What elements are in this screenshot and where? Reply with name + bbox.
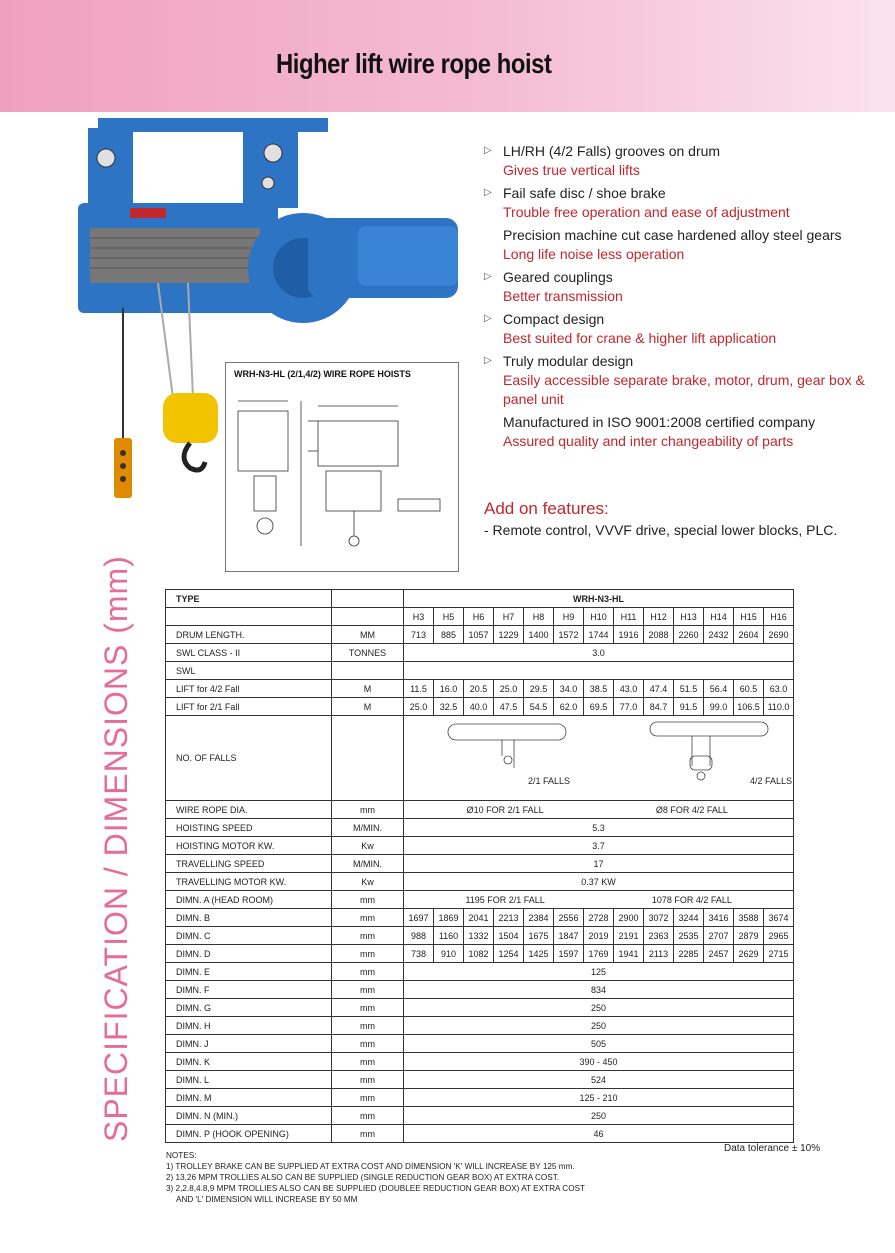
notes	[166, 1150, 585, 1205]
feature-list	[484, 142, 884, 455]
triangle-bullet-icon: ▷	[484, 187, 492, 198]
table-cell: 2457	[704, 945, 734, 963]
table-cell: H13	[674, 608, 704, 626]
table-cell: 106.5	[734, 698, 764, 716]
note-line: 2) 13,26 MPM TROLLIES ALSO CAN BE SUPPLIED (SINGLE REDUCTION GEAR BOX) AT EXTRA COST.	[166, 1173, 560, 1182]
table-cell: 2556	[554, 909, 584, 927]
table-row	[166, 608, 794, 626]
table-cell: HOISTING MOTOR KW.	[166, 837, 332, 855]
table-cell: DIMN. A (HEAD ROOM)	[166, 891, 332, 909]
triangle-bullet-icon: ▷	[484, 355, 492, 366]
table-cell: MM	[332, 626, 404, 644]
table-cell: 125	[404, 963, 794, 981]
table-cell: 250	[404, 1017, 794, 1035]
table-cell	[404, 891, 794, 909]
table-cell: 885	[434, 626, 464, 644]
table-cell: mm	[332, 927, 404, 945]
table-cell: 1425	[524, 945, 554, 963]
table-cell: 2432	[704, 626, 734, 644]
table-cell: 3588	[734, 909, 764, 927]
table-cell: 46	[404, 1125, 794, 1143]
table-cell: 125 - 210	[404, 1089, 794, 1107]
table-row	[166, 963, 794, 981]
table-row	[166, 981, 794, 999]
triangle-bullet-icon: ▷	[484, 145, 492, 156]
data-tolerance: Data tolerance ± 10%	[724, 1143, 821, 1154]
table-row	[166, 1053, 794, 1071]
table-row	[166, 945, 794, 963]
feature-title: Truly modular design	[503, 353, 634, 369]
table-cell: 1597	[554, 945, 584, 963]
table-cell: DIMN. L	[166, 1071, 332, 1089]
table-cell: DIMN. C	[166, 927, 332, 945]
feature-benefit: Trouble free operation and ease of adjustment	[503, 204, 790, 220]
table-cell: 11.5	[404, 680, 434, 698]
table-cell: 250	[404, 999, 794, 1017]
table-cell: 250	[404, 1107, 794, 1125]
table-cell: 2535	[674, 927, 704, 945]
falls-diagram-cell	[404, 716, 794, 801]
table-cell	[404, 801, 794, 819]
feature-benefit: Better transmission	[503, 288, 623, 304]
table-cell: mm	[332, 945, 404, 963]
table-row	[166, 837, 794, 855]
table-cell: DIMN. P (HOOK OPENING)	[166, 1125, 332, 1143]
addon-text: - Remote control, VVVF drive, special lower blocks, PLC.	[484, 522, 838, 538]
page-title: Higher lift wire rope hoist	[276, 48, 552, 79]
table-cell: 1229	[494, 626, 524, 644]
table-cell: 2879	[734, 927, 764, 945]
table-cell: H10	[584, 608, 614, 626]
table-cell: 2363	[644, 927, 674, 945]
feature-title: Fail safe disc / shoe brake	[503, 185, 666, 201]
table-cell: mm	[332, 1071, 404, 1089]
table-cell: HOISTING SPEED	[166, 819, 332, 837]
table-row	[166, 590, 794, 608]
table-cell: 1675	[524, 927, 554, 945]
note-line: 1) TROLLEY BRAKE CAN BE SUPPLIED AT EXTRA COST AND DIMENSION 'K' WILL INCREASE BY 125 mm.	[166, 1162, 575, 1171]
table-cell: 47.4	[644, 680, 674, 698]
table-cell: 1254	[494, 945, 524, 963]
table-cell: 34.0	[554, 680, 584, 698]
addon-title: Add on features:	[484, 499, 609, 518]
feature-item	[484, 226, 884, 264]
note-line: 3) 2,2.8,4.8,9 MPM TROLLIES ALSO CAN BE SUPPLIED (DOUBLEE REDUCTION GEAR BOX) AT EXTRA COST	[166, 1184, 586, 1193]
table-cell: 2384	[524, 909, 554, 927]
table-row	[166, 819, 794, 837]
table-cell: DIMN. E	[166, 963, 332, 981]
table-row	[166, 662, 794, 680]
feature-item	[484, 142, 884, 180]
falls-21-label: 2/1 FALLS	[528, 776, 571, 786]
dimn-a-42: 1078 FOR 4/2 FALL	[651, 894, 732, 905]
table-cell: 1332	[464, 927, 494, 945]
table-cell: mm	[332, 963, 404, 981]
feature-benefit: Assured quality and inter changeability of parts	[503, 433, 794, 449]
table-cell: 38.5	[584, 680, 614, 698]
table-cell: 99.0	[704, 698, 734, 716]
table-cell: H12	[644, 608, 674, 626]
table-cell: SWL	[166, 662, 332, 680]
table-cell: 2900	[614, 909, 644, 927]
spec-table	[165, 589, 794, 1143]
table-cell: TYPE	[166, 590, 332, 608]
feature-benefit: Gives true vertical lifts	[503, 162, 640, 178]
table-cell: 1697	[404, 909, 434, 927]
table-cell: 2041	[464, 909, 494, 927]
table-cell: WIRE ROPE DIA.	[166, 801, 332, 819]
table-cell	[332, 590, 404, 608]
table-cell: 1847	[554, 927, 584, 945]
table-cell: 910	[434, 945, 464, 963]
table-cell: 2715	[764, 945, 794, 963]
wire-42: Ø8 FOR 4/2 FALL	[655, 804, 728, 815]
table-cell: 1057	[464, 626, 494, 644]
table-cell: 713	[404, 626, 434, 644]
table-cell: 2191	[614, 927, 644, 945]
dimension-drawing	[225, 362, 459, 572]
table-cell: 29.5	[524, 680, 554, 698]
table-cell: H8	[524, 608, 554, 626]
table-row	[166, 1035, 794, 1053]
table-cell: 2629	[734, 945, 764, 963]
table-cell: LIFT for 2/1 Fall	[166, 698, 332, 716]
table-cell: 69.5	[584, 698, 614, 716]
feature-title: Manufactured in ISO 9001:2008 certified company	[503, 414, 816, 430]
table-row	[166, 626, 794, 644]
table-cell: 1941	[614, 945, 644, 963]
table-cell: 2690	[764, 626, 794, 644]
table-row	[166, 1071, 794, 1089]
table-cell: DIMN. G	[166, 999, 332, 1017]
table-cell: 17	[404, 855, 794, 873]
table-cell: Kw	[332, 837, 404, 855]
feature-benefit: Best suited for crane & higher lift application	[503, 330, 777, 346]
table-cell: M	[332, 680, 404, 698]
table-cell: 1082	[464, 945, 494, 963]
feature-benefit: Easily accessible separate brake, motor, drum, gear box & panel unit	[503, 372, 865, 407]
feature-item	[484, 352, 884, 409]
table-cell: mm	[332, 1035, 404, 1053]
table-cell: 2707	[704, 927, 734, 945]
triangle-bullet-icon: ▷	[484, 313, 492, 324]
falls-diagram	[404, 716, 794, 800]
table-row	[166, 999, 794, 1017]
table-cell: H3	[404, 608, 434, 626]
table-cell: H15	[734, 608, 764, 626]
table-cell: H6	[464, 608, 494, 626]
table-row	[166, 855, 794, 873]
table-row	[166, 716, 794, 801]
table-cell: 60.5	[734, 680, 764, 698]
table-row	[166, 891, 794, 909]
table-cell: 1769	[584, 945, 614, 963]
table-cell: mm	[332, 981, 404, 999]
table-cell: 51.5	[674, 680, 704, 698]
notes-heading: NOTES:	[166, 1151, 197, 1160]
table-cell: 2728	[584, 909, 614, 927]
table-cell: H11	[614, 608, 644, 626]
table-cell: Kw	[332, 873, 404, 891]
table-cell: 2285	[674, 945, 704, 963]
table-cell: 524	[404, 1071, 794, 1089]
feature-title: Precision machine cut case hardened alloy steel gears	[503, 227, 842, 243]
table-cell: 63.0	[764, 680, 794, 698]
table-row	[166, 927, 794, 945]
table-cell: 505	[404, 1035, 794, 1053]
table-cell: 40.0	[464, 698, 494, 716]
table-cell: 3416	[704, 909, 734, 927]
table-cell: TRAVELLING MOTOR KW.	[166, 873, 332, 891]
table-cell: 3072	[644, 909, 674, 927]
table-cell: 834	[404, 981, 794, 999]
table-row	[166, 801, 794, 819]
table-cell: mm	[332, 1053, 404, 1071]
table-cell: 2604	[734, 626, 764, 644]
table-cell: 77.0	[614, 698, 644, 716]
table-row	[166, 1089, 794, 1107]
note-line: AND 'L' DIMENSION WILL INCREASE BY 50 MM	[176, 1195, 358, 1204]
table-cell: DIMN. M	[166, 1089, 332, 1107]
table-cell: 2088	[644, 626, 674, 644]
triangle-bullet-icon: ▷	[484, 271, 492, 282]
table-cell: H5	[434, 608, 464, 626]
table-cell: 1504	[494, 927, 524, 945]
table-cell: 1869	[434, 909, 464, 927]
table-row	[166, 909, 794, 927]
table-cell: H9	[554, 608, 584, 626]
table-cell: 3.7	[404, 837, 794, 855]
table-cell: mm	[332, 891, 404, 909]
table-cell	[332, 608, 404, 626]
table-cell	[404, 662, 794, 680]
table-cell: 20.5	[464, 680, 494, 698]
table-cell: DIMN. H	[166, 1017, 332, 1035]
table-cell: mm	[332, 801, 404, 819]
table-cell	[166, 608, 332, 626]
table-cell: mm	[332, 1125, 404, 1143]
table-cell: 43.0	[614, 680, 644, 698]
table-cell: 738	[404, 945, 434, 963]
table-cell: LIFT for 4/2 Fall	[166, 680, 332, 698]
table-cell: 1400	[524, 626, 554, 644]
table-cell: 110.0	[764, 698, 794, 716]
table-cell: DIMN. N (MIN.)	[166, 1107, 332, 1125]
table-row	[166, 873, 794, 891]
table-cell: 32.5	[434, 698, 464, 716]
table-cell: 390 - 450	[404, 1053, 794, 1071]
drawing-title: WRH-N3-HL (2/1,4/2) WIRE ROPE HOISTS	[234, 369, 411, 379]
feature-title: LH/RH (4/2 Falls) grooves on drum	[503, 143, 721, 159]
feature-title: Geared couplings	[503, 269, 613, 285]
table-cell: SWL CLASS - II	[166, 644, 332, 662]
table-cell: 62.0	[554, 698, 584, 716]
table-cell: 1572	[554, 626, 584, 644]
table-row	[166, 698, 794, 716]
table-cell: 1916	[614, 626, 644, 644]
table-cell: 56.4	[704, 680, 734, 698]
table-cell: TONNES	[332, 644, 404, 662]
table-cell: DIMN. D	[166, 945, 332, 963]
table-row	[166, 1017, 794, 1035]
table-cell: DRUM LENGTH.	[166, 626, 332, 644]
feature-title: Compact design	[503, 311, 605, 327]
table-cell: 2260	[674, 626, 704, 644]
table-row	[166, 644, 794, 662]
table-cell: DIMN. B	[166, 909, 332, 927]
table-row	[166, 680, 794, 698]
table-cell: WRH-N3-HL	[404, 590, 794, 608]
table-cell: H7	[494, 608, 524, 626]
table-cell: mm	[332, 1107, 404, 1125]
table-cell: TRAVELLING SPEED	[166, 855, 332, 873]
table-cell: H14	[704, 608, 734, 626]
feature-item	[484, 413, 884, 451]
table-cell: 25.0	[404, 698, 434, 716]
table-cell: 1744	[584, 626, 614, 644]
table-cell: 3244	[674, 909, 704, 927]
table-cell: 84.7	[644, 698, 674, 716]
table-row	[166, 1107, 794, 1125]
table-cell: 0.37 KW	[404, 873, 794, 891]
table-cell	[332, 662, 404, 680]
table-cell: mm	[332, 909, 404, 927]
dimn-a-21: 1195 FOR 2/1 FALL	[465, 894, 545, 905]
table-cell: 2965	[764, 927, 794, 945]
table-cell: 988	[404, 927, 434, 945]
feature-benefit: Long life noise less operation	[503, 246, 685, 262]
table-cell: 47.5	[494, 698, 524, 716]
table-row	[166, 1125, 794, 1143]
table-cell: 91.5	[674, 698, 704, 716]
wire-21: Ø10 FOR 2/1 FALL	[466, 804, 544, 815]
feature-item	[484, 184, 884, 222]
table-cell: M/MIN.	[332, 855, 404, 873]
table-cell: 25.0	[494, 680, 524, 698]
table-cell: mm	[332, 999, 404, 1017]
drawing-diagram	[226, 381, 458, 571]
table-cell: DIMN. F	[166, 981, 332, 999]
table-cell: NO. OF FALLS	[166, 716, 332, 801]
table-cell	[332, 716, 404, 801]
table-cell: 2113	[644, 945, 674, 963]
table-cell: 3.0	[404, 644, 794, 662]
table-cell: 2213	[494, 909, 524, 927]
table-cell: mm	[332, 1017, 404, 1035]
feature-item	[484, 310, 884, 348]
table-cell: M	[332, 698, 404, 716]
section-vertical-label: SPECIFICATION / DIMENSIONS (mm)	[98, 555, 134, 1142]
table-cell: 2019	[584, 927, 614, 945]
table-cell: mm	[332, 1089, 404, 1107]
table-cell: 1160	[434, 927, 464, 945]
table-cell: 54.5	[524, 698, 554, 716]
table-cell: 5.3	[404, 819, 794, 837]
table-cell: DIMN. K	[166, 1053, 332, 1071]
feature-item	[484, 268, 884, 306]
table-cell: DIMN. J	[166, 1035, 332, 1053]
table-cell: 16.0	[434, 680, 464, 698]
table-cell: H16	[764, 608, 794, 626]
falls-42-label: 4/2 FALLS	[750, 776, 793, 786]
table-cell: 3674	[764, 909, 794, 927]
table-cell: M/MIN.	[332, 819, 404, 837]
